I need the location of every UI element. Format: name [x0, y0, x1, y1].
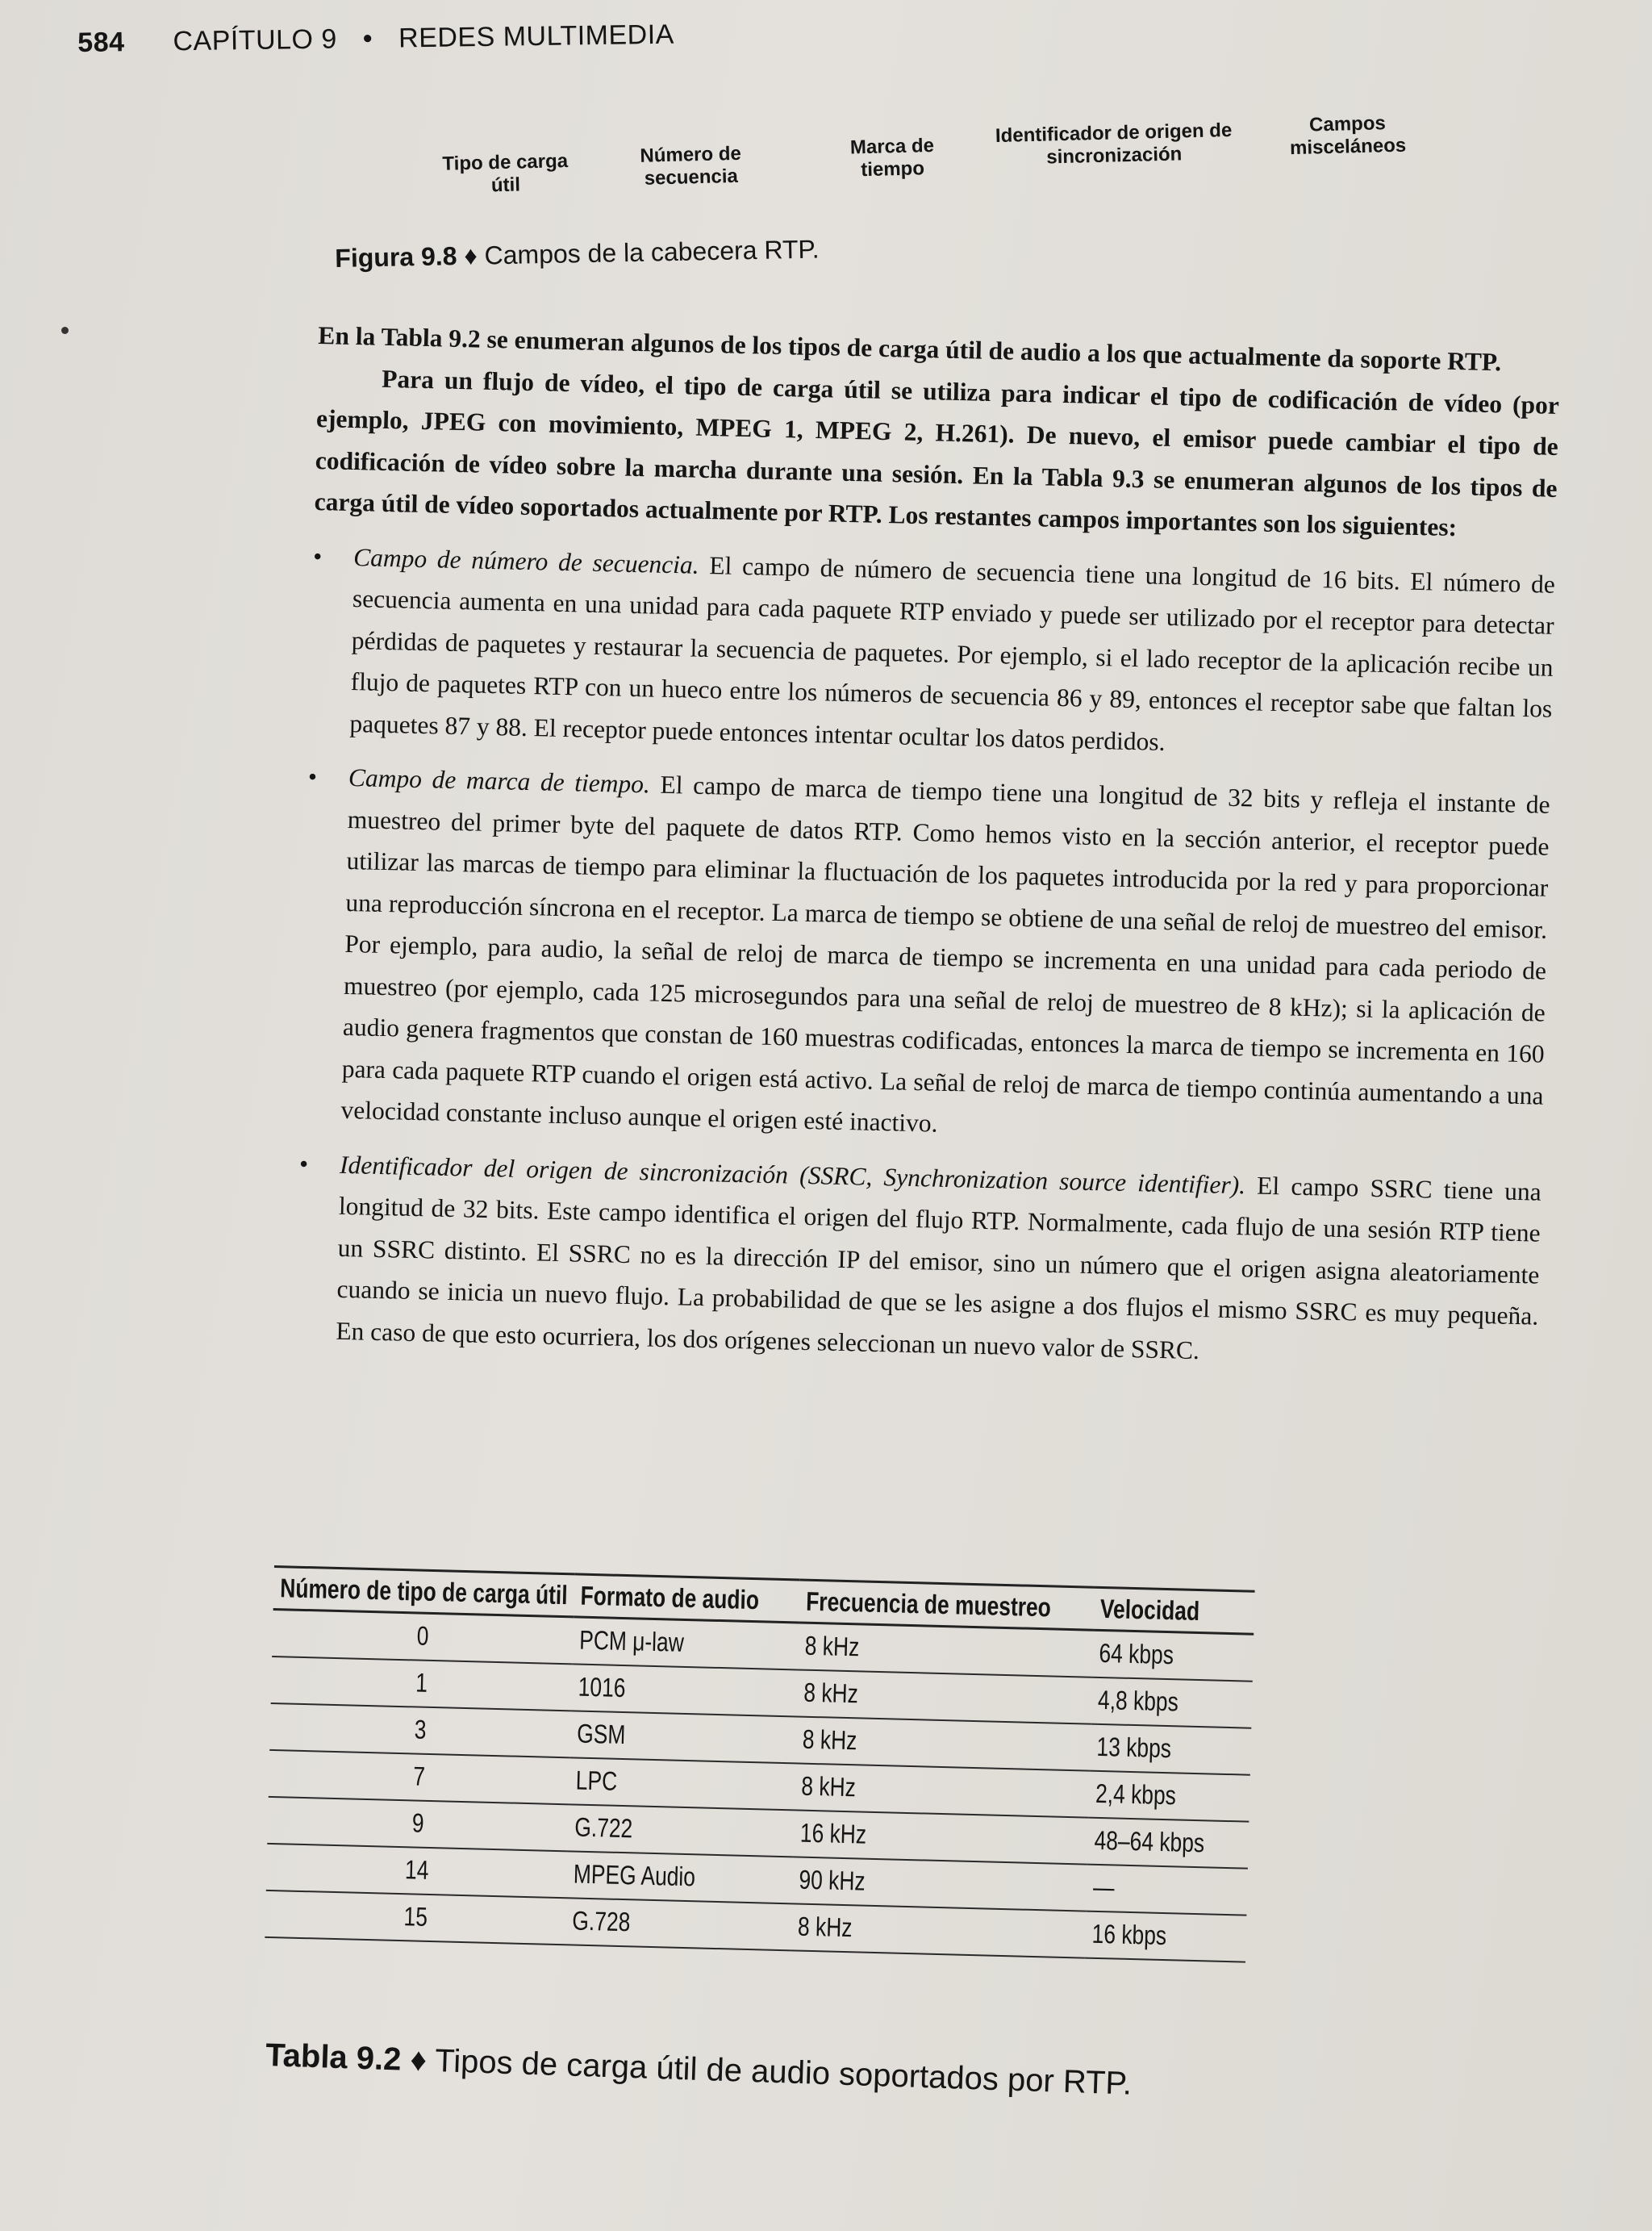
table-caption-label: Tabla 9.2: [265, 2037, 403, 2078]
table-caption-text: Tipos de carga útil de audio soportados por RTP.: [434, 2042, 1133, 2102]
table-cell: 4,8 kbps: [1091, 1677, 1252, 1728]
table-cell: 7: [269, 1750, 570, 1804]
list-item-term: Campo de marca de tiempo.: [348, 762, 651, 799]
table-cell: MPEG Audio: [566, 1851, 793, 1903]
list-item-text: El campo de marca de tiempo tiene una longitud de 32 bits y refleja el instante de muestreo del primer byte del paquete de datos RTP. Como hemos visto en la sección anterior, el receptor puede utilizar las marcas de tiempo para eliminar la fluctuación de los paquetes introducida por la red y para proporcionar una reproducción síncrona en el receptor. La marca de tiempo se obtiene de una señal de reloj de muestreo del emisor. Por ejemplo, para audio, la señal de reloj de marca de tiempo se incrementa en una unidad para cada periodo de muestreo (por ejemplo, cada 125 microsegundos para una señal de reloj de muestreo de 8 kHz); si la aplicación de audio genera fragmentos que constan de 160 muestras codificadas, entonces la marca de tiempo se incrementa en 160 para cada paquete RTP cuando el origen está activo. La señal de reloj de marca de tiempo continúa aumentando a una velocidad constante incluso aunque el origen esté inactivo.: [340, 770, 1551, 1138]
running-header: [77, 19, 674, 59]
table-cell: G.722: [568, 1804, 795, 1857]
field-timestamp: Marca de tiempo: [849, 134, 935, 182]
table-cell: 90 kHz: [792, 1857, 1087, 1911]
stray-dot: [61, 327, 69, 334]
table-cell: 13 kbps: [1090, 1724, 1251, 1775]
list-item: [349, 537, 1555, 771]
paragraph-2: Para un flujo de vídeo, el tipo de carga útil se utiliza para indicar el tipo de codificación de vídeo (por ejemplo, JPEG con movimiento, MPEG 1, MPEG 2, H.261). De nuevo, el emisor puede cambiar el tipo de codificación de vídeo sobre la marcha durante una sesión. En la Tabla 9.3 se enumeran algunos de los tipos de carga útil de vídeo soportados actualmente por RTP. Los restantes campos importantes son los siguientes:: [314, 364, 1560, 542]
list-item-text: El campo SSRC tiene una longitud de 32 bits. Este campo identifica el origen del flujo RTP. Normalmente, cada flujo de una sesión RTP tiene un SSRC distinto. El SSRC no es la dirección IP del emisor, sino un número que el origen asigna aleatoriamente cuando se inicia un nuevo flujo. La probabilidad de que se les asigne a dos flujos el mismo SSRC es muy pequeña. En caso de que esto ocurriera, los dos orígenes seleccionan un nuevo valor de SSRC.: [336, 1170, 1542, 1364]
list-item-text: El campo de número de secuencia tiene una longitud de 16 bits. El número de secuencia aumenta en una unidad para cada paquete RTP enviado y puede ser utilizado por el receptor para detectar pérdidas de paquetes y restaurar la secuencia de paquetes. Por ejemplo, si el lado receptor de la aplicación recibe un flujo de paquetes RTP con un hueco entre los números de secuencia 86 y 89, entonces el receptor sabe que faltan los paquetes 87 y 88. El receptor puede entonces intentar ocultar los datos perdidos.: [349, 550, 1556, 756]
table-cell: 8 kHz: [791, 1903, 1086, 1957]
list-item: [340, 757, 1550, 1158]
column-header-payload-number: Número de tipo de carga útil: [273, 1566, 575, 1616]
table-cell: 16 kbps: [1085, 1911, 1246, 1962]
table-caption: [265, 2037, 1133, 2103]
figure-caption-separator: ♦: [464, 240, 478, 270]
payload-type-table: [265, 1565, 1254, 1963]
table-cell: LPC: [569, 1757, 795, 1810]
table-cell: 64 kbps: [1092, 1630, 1254, 1682]
section-label: REDES MULTIMEDIA: [398, 19, 675, 54]
table-cell: PCM μ-law: [572, 1617, 799, 1670]
table-cell: 9: [267, 1797, 569, 1851]
chapter-label: CAPÍTULO 9: [173, 23, 338, 57]
table-cell: 8 kHz: [795, 1716, 1091, 1770]
field-list: [295, 535, 1556, 1378]
column-header-rate: Velocidad: [1093, 1587, 1254, 1634]
field-misc: Campos misceláneos: [1289, 112, 1407, 160]
table-cell: 14: [266, 1844, 568, 1898]
table-cell: 2,4 kbps: [1088, 1771, 1249, 1822]
table-cell: G.728: [565, 1898, 792, 1950]
table-cell: 48–64 kbps: [1087, 1818, 1249, 1869]
paragraph-1: En la Tabla 9.2 se enumeran algunos de los tipos de carga útil de audio a los que actualmente da soporte RTP.: [318, 320, 1502, 377]
field-sequence-number: Número de secuencia: [640, 142, 742, 190]
page-number: 584: [77, 27, 125, 58]
field-ssrc: Identificador de origen de sincronización: [995, 119, 1233, 169]
payload-table-wrapper: [265, 1565, 1516, 1970]
table-cell: 3: [269, 1703, 571, 1757]
header-separator: •: [362, 23, 373, 55]
table-cell: 1: [271, 1657, 573, 1711]
table-cell: GSM: [570, 1711, 797, 1763]
table-cell: 0: [272, 1609, 574, 1664]
table-cell: 8 kHz: [797, 1669, 1092, 1723]
field-payload-type: Tipo de carga útil: [442, 150, 569, 197]
figure-caption: [335, 234, 820, 274]
figure-caption-text: Campos de la cabecera RTP.: [484, 234, 820, 270]
figure-caption-label: Figura 9.8: [335, 241, 457, 273]
table-cell: 8 kHz: [795, 1763, 1090, 1817]
body-text: [295, 315, 1561, 1392]
list-item-term: Campo de número de secuencia.: [353, 542, 700, 579]
table-caption-separator: ♦: [409, 2041, 428, 2079]
list-item-term: Identificador del origen de sincronización (SSRC, Synchronization source identifier).: [339, 1150, 1246, 1199]
list-item: [336, 1143, 1541, 1378]
table-cell: —: [1086, 1865, 1247, 1916]
column-header-audio-format: Formato de audio: [574, 1574, 800, 1623]
rtp-header-fields: [436, 95, 1486, 210]
table-cell: 16 kHz: [793, 1810, 1088, 1864]
table-cell: 8 kHz: [798, 1623, 1093, 1677]
table-cell: 1016: [571, 1664, 798, 1716]
table-cell: 15: [265, 1891, 566, 1945]
column-header-sampling-rate: Frecuencia de muestreo: [799, 1580, 1095, 1630]
